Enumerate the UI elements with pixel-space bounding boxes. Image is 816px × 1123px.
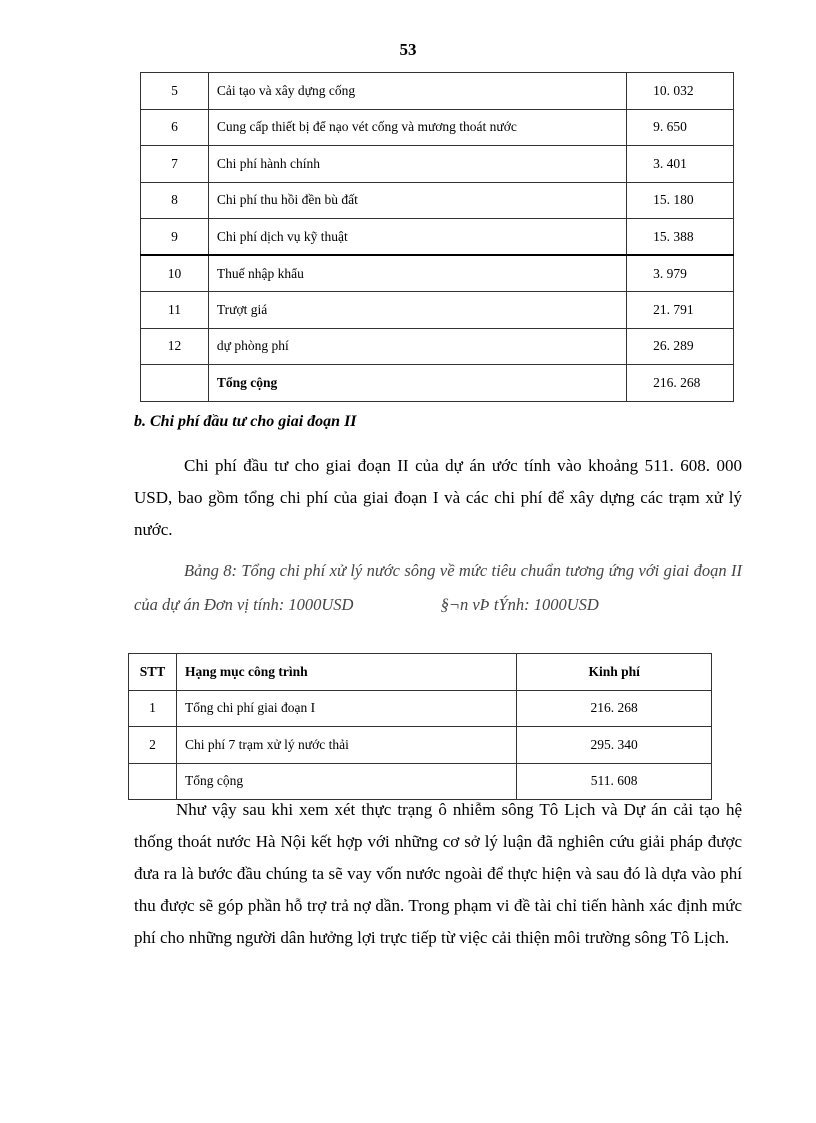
- stt-cell: 5: [141, 73, 209, 110]
- table-row: [141, 109, 734, 146]
- table-row: [141, 255, 734, 292]
- cost-cell: 21. 791: [627, 292, 734, 329]
- table-header-row: [129, 654, 712, 691]
- table-total-row: [141, 365, 734, 402]
- cost-cell: 295. 340: [517, 727, 712, 764]
- stt-cell: 9: [141, 219, 209, 256]
- stt-cell: 6: [141, 109, 209, 146]
- cost-cell: 15. 180: [627, 182, 734, 219]
- conclusion-paragraph: Như vậy sau khi xem xét thực trạng ô nhiễm sông Tô Lịch và Dự án cải tạo hệ thống thoát nước Hà Nội kết hợp với những cơ sở lý luận đã nghiên cứu giải pháp được đưa ra là bước đầu chúng ta sẽ vay vốn nước ngoài để thực hiện và sau đó là dựa vào phí thu được sẽ góp phần hỗ trợ trả nợ dần. Trong phạm vi đề tài chỉ tiến hành xác định mức phí cho những người dân hưởng lợi trực tiếp từ việc cải thiện môi trường sông Tô Lịch.: [134, 800, 742, 947]
- item-cell: Trượt giá: [208, 292, 626, 329]
- item-cell: dự phòng phí: [208, 328, 626, 365]
- item-cell: Cải tạo và xây dựng cống: [208, 73, 626, 110]
- header-cost: Kinh phí: [517, 654, 712, 691]
- item-cell: Chi phí hành chính: [208, 146, 626, 183]
- table-row: [141, 219, 734, 256]
- cost-cell: 3. 401: [627, 146, 734, 183]
- caption-text: Bảng 8: Tổng chi phí xử lý nước sông về mức tiêu chuẩn tương ứng với giai đoạn II của dự án Đơn vị tính: 1000USD: [134, 561, 742, 614]
- total-label: Tổng cộng: [176, 763, 516, 800]
- table-row: [141, 146, 734, 183]
- header-stt: STT: [129, 654, 177, 691]
- stt-cell: 7: [141, 146, 209, 183]
- stt-cell: 11: [141, 292, 209, 329]
- item-cell: Tổng chi phí giai đoạn I: [176, 690, 516, 727]
- stt-cell: 1: [129, 690, 177, 727]
- cost-cell: 15. 388: [627, 219, 734, 256]
- table-row: [129, 727, 712, 764]
- table-row: [141, 182, 734, 219]
- cost-cell: 26. 289: [627, 328, 734, 365]
- table-row: [141, 292, 734, 329]
- cost-cell: 3. 979: [627, 255, 734, 292]
- stt-cell: 12: [141, 328, 209, 365]
- stt-cell: 10: [141, 255, 209, 292]
- section-paragraph: Chi phí đầu tư cho giai đoạn II của dự án ước tính vào khoảng 511. 608. 000 USD, bao gồm tổng chi phí của giai đoạn I và các chi phí để xây dựng các trạm xử lý nước.: [134, 456, 742, 539]
- total-label: Tổng cộng: [208, 365, 626, 402]
- table-row: [141, 328, 734, 365]
- item-cell: Chi phí thu hồi đền bù đất: [208, 182, 626, 219]
- page-number: 53: [399, 40, 417, 59]
- item-cell: Chi phí 7 trạm xử lý nước thải: [176, 727, 516, 764]
- stt-cell: [141, 365, 209, 402]
- cost-table-phase-1: [140, 72, 734, 402]
- cost-cell: 9. 650: [627, 109, 734, 146]
- item-cell: Thuế nhập khẩu: [208, 255, 626, 292]
- item-cell: Cung cấp thiết bị để nạo vét cống và mương thoát nước: [208, 109, 626, 146]
- stt-cell: 8: [141, 182, 209, 219]
- cost-table-phase-2: [128, 653, 712, 800]
- header-item: Hạng mục công trình: [176, 654, 516, 691]
- item-cell: Chi phí dịch vụ kỹ thuật: [208, 219, 626, 256]
- caption-garbled-text: §¬n vÞ tÝnh: 1000USD: [440, 595, 599, 614]
- total-cost: 216. 268: [627, 365, 734, 402]
- stt-cell: 2: [129, 727, 177, 764]
- section-heading: b. Chi phí đầu tư cho giai đoạn II: [134, 413, 357, 430]
- table-caption: [134, 554, 742, 622]
- table-row: [129, 690, 712, 727]
- cost-cell: 10. 032: [627, 73, 734, 110]
- total-cost: 511. 608: [517, 763, 712, 800]
- cost-cell: 216. 268: [517, 690, 712, 727]
- table-row: [141, 73, 734, 110]
